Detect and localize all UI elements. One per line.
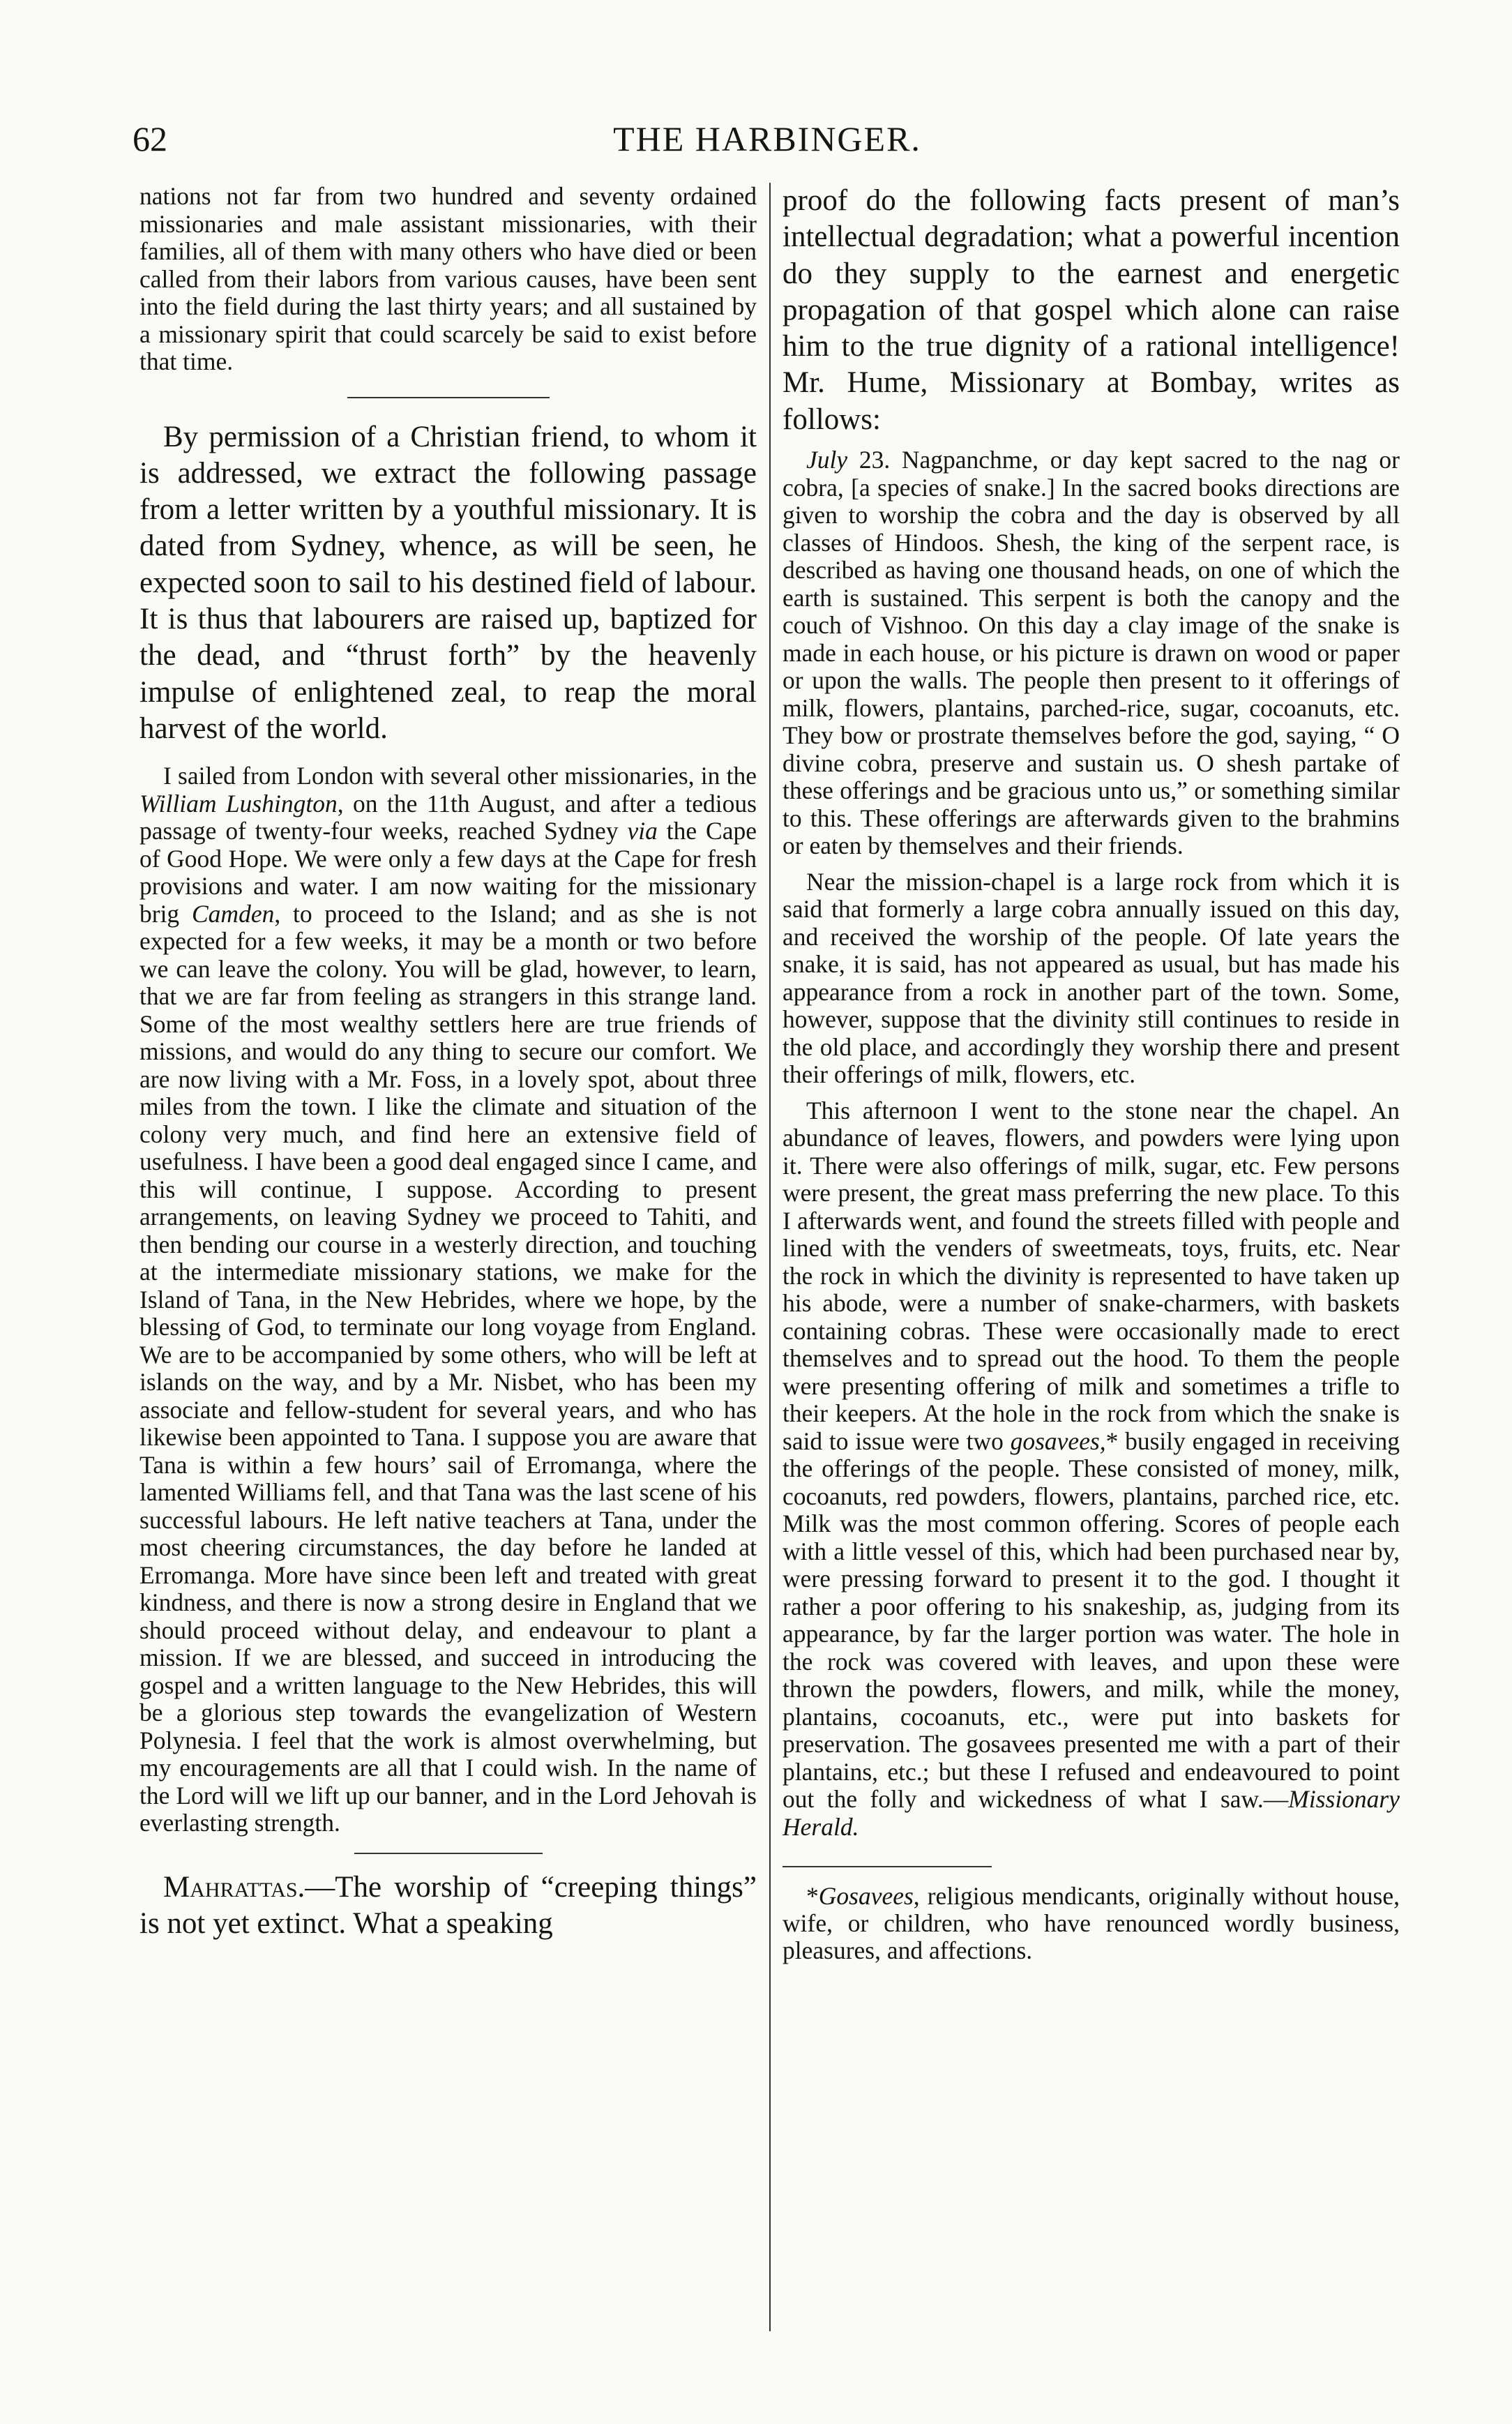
ship-name: Camden <box>192 899 275 928</box>
footnote-term: Gosavees <box>818 1882 914 1911</box>
journal-entry: July 23. Nagpanchme, or day kept sacred to the nag or cobra, [a species of snake.] In the sacred books directions are given to worship the cobra and the day is observed by all classes of Hindoos. Shesh, the king of the serpent race, is described as having one thousand heads, on one of which the earth is sustained. This serpent is both the canopy and the couch of Vishnoo. On this day a clay image of the snake is made in each house, or his picture is drawn on wood or paper or upon the walls. The people then present to it offerings of milk, flowers, plantains, parched-rice, sugar, cocoanuts, etc. They bow or prostrate themselves before the god, saying, “ O divine cobra, preserve and sustain us. O shesh partake of these offerings and be gracious unto us,” or something similar to this. These offerings are afterwards given to the brahmins or eaten by themselves and their friends. <box>783 446 1400 860</box>
footnote: *Gosavees, religious mendicants, originally without house, wife, or children, who have renounced wordly business, pleasures, and affections. <box>783 1882 1400 1965</box>
journal-paragraph: This afternoon I went to the stone near the chapel. An abundance of leaves, flowers, and powders were lying upon it. There were also offerings of milk, sugar, etc. Few persons were present, the great mass preferring the new place. To this I afterwards went, and found the streets filled with people and lined with the venders of sweetmeats, toys, fruits, etc. Near the rock in which the divinity is represented to have taken up his abode, were a number of snake-charmers, with baskets containing cobras. These were occasionally made to erect themselves and to spread out the hood. To them the people were presenting offering of milk and sometimes a trifle to their keepers. At the hole in the rock from which the snake is said to issue were two gosavees,* busily engaged in receiving the offerings of the people. These consisted of money, milk, cocoanuts, red powders, flowers, plantains, parched rice, etc. Milk was the most common offering. Scores of people each with a little vessel of this, which had been purchased near by, were pressing forward to present it to the god. I thought it rather a poor offering to his snakeship, as, judging from its appearance, by far the larger portion was water. The hole in the rock was covered with leaves, and upon these were thrown the powders, flowers, and milk, while the money, plantains, cocoanuts, etc., were put into baskets for preservation. The gosavees presented me with a part of their plantains, etc.; but these I refused and endeavoured to point out the folly and wickedness of what I saw.—Missionary Herald. <box>783 1096 1400 1841</box>
journal-paragraph: Near the mission-chapel is a large rock from which it is said that formerly a large cobra annually issued on this day, and received the worship of the people. Of late years the snake, it is said, has not appeared as usual, but has made his appearance from a rock in another part of the town. Some, however, suppose that the divinity still continues to reside in the old place, and accordingly they worship there and present their offerings of milk, flowers, etc. <box>783 867 1400 1089</box>
continued-paragraph: proof do the following facts present of man’s intellectual degradation; what a powerful incention do they supply to the earnest and energetic propagation of that gospel which alone can raise him to the true dignity of a rational intelligence! Mr. Hume, Missionary at Bombay, writes as follows: <box>783 184 1400 436</box>
page-header <box>133 119 1402 174</box>
source-citation: Missionary Herald. <box>783 1785 1400 1841</box>
continued-paragraph: nations not far from two hundred and seventy ordained missionaries and male assistant missionaries, with their families, all of them with many others who have died or been called from their labors from various causes, have been sent into the field during the last thirty years; and all sustained by a missionary spirit that could scarcely be said to exist before that time. <box>139 183 757 375</box>
left-column <box>139 183 757 2345</box>
ship-name: William Lushington <box>139 789 338 818</box>
section-heading: Mahrattas. <box>163 1870 305 1904</box>
footnote-mark: * <box>806 1882 819 1911</box>
mahrattas-paragraph: Mahrattas.—The worship of “creeping things” is not yet extinct. What a speaking <box>139 1870 757 1940</box>
footnote-divider <box>783 1866 992 1867</box>
term-gosavees: gosavees, <box>1010 1426 1106 1455</box>
missionary-letter: I sailed from London with several other missionaries, in the William Lushington, on the 11th August, and after a tedious passage of twenty-four weeks, reached Sydney via the Cape of Good Hope. We were only a few days at the Cape for fresh provisions and water. I am now waiting for the missionary brig Camden, to proceed to the Island; and as she is not expected for a few weeks, it may be a month or two before we can leave the colony. You will be glad, however, to learn, that we are far from feeling as strangers in this strange land. Some of the most wealthy settlers here are true friends of missions, and would do any thing to secure our comfort. We are now living with a Mr. Foss, in a lovely spot, about three miles from the town. I like the climate and situation of the colony very much, and find here an extensive field of usefulness. I have been a good deal engaged since I came, and this will continue, I suppose. According to present arrangements, on leaving Sydney we proceed to Tahiti, and then bending our course in a westerly direction, and touching at the intermediate missionary stations, we make for the Island of Tana, in the New Hebrides, where we hope, by the blessing of God, to terminate our long voyage from England. We are to be accompanied by some others, who will be left at islands on the way, and by a Mr. Nisbet, who has been my associate and fellow-student for several years, and who has likewise been appointed to Tana. I suppose you are aware that Tana is within a few hours’ sail of Erromanga, where the lamented Williams fell, and that Tana was the last scene of his successful labours. He left native teachers at Tana, under the most cheering circumstances, the day before he landed at Erromanga. More have since been left and treated with great kindness, and there is now a strong desire in England that we should proceed without delay, and endeavour to plant a mission. If we are blessed, and succeed in introducing the gospel and a written language to the New Hebrides, this will be a glorious step towards the evangelization of Western Polynesia. I feel that the work is almost overwhelming, but my encouragements are all that I could wish. In the name of the Lord will we lift up our banner, and in the Lord Jehovah is everlasting strength. <box>139 762 757 1837</box>
entry-date: July <box>806 446 848 474</box>
letter-introduction: By permission of a Christian friend, to whom it is addressed, we extract the following passage from a letter written by a youthful missionary. It is dated from Sydney, whence, as will be seen, he expected soon to sail to his destined field of labour. It is thus that labourers are raised up, baptized for the dead, and “thrust forth” by the heavenly impulse of enlightened zeal, to reap the moral harvest of the world. <box>139 420 757 745</box>
right-column <box>783 183 1400 2345</box>
section-divider <box>347 397 550 398</box>
page-number: 62 <box>133 119 167 158</box>
latin-term: via <box>627 817 658 845</box>
section-divider <box>354 1853 543 1854</box>
column-divider <box>769 183 771 2331</box>
running-title: THE HARBINGER. <box>613 119 921 158</box>
